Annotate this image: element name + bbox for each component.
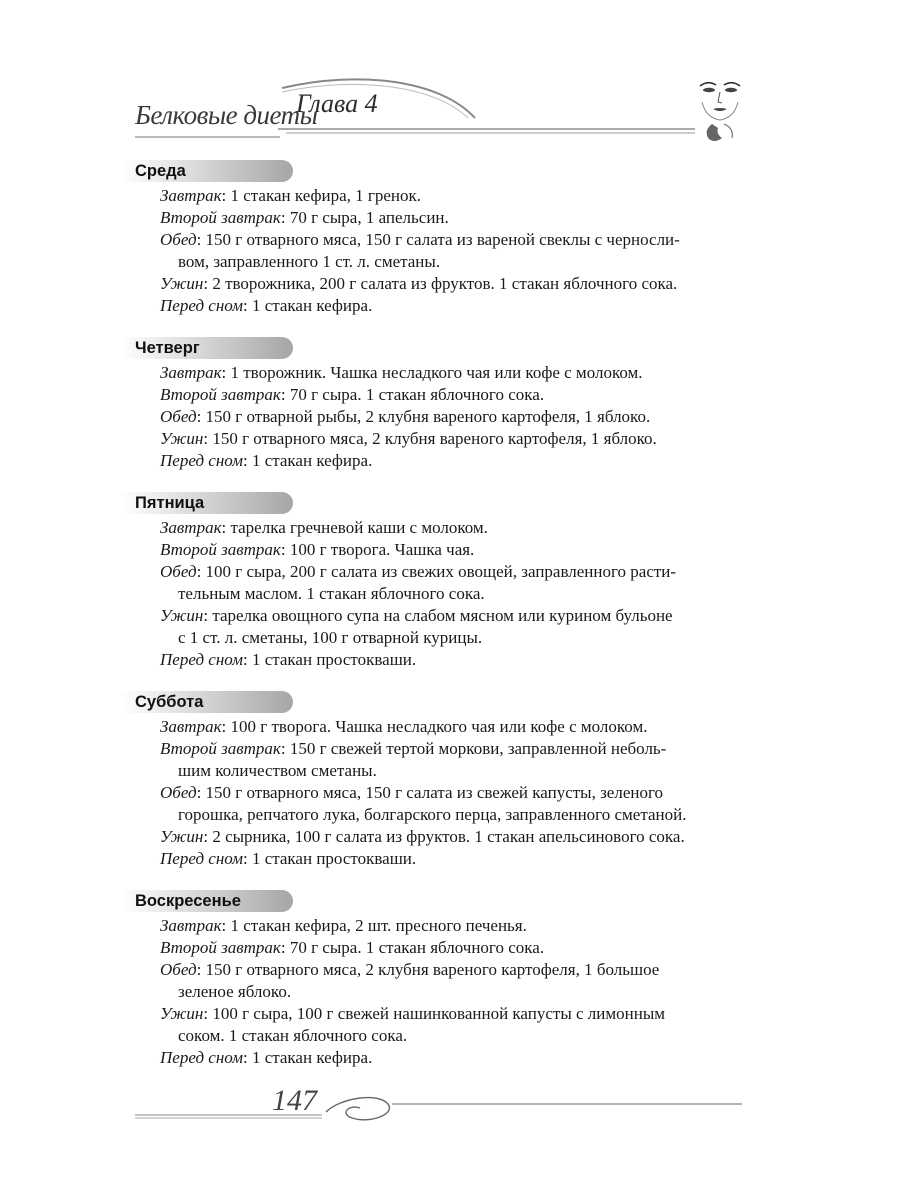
meal-entry	[120, 1003, 740, 1047]
woman-face-icon	[694, 72, 746, 148]
meal-label: Обед	[160, 783, 197, 802]
day-title: Пятница	[120, 492, 293, 514]
page-number: 147	[272, 1084, 317, 1117]
meal-text: : тарелка гречневой каши с молоком.	[221, 518, 488, 537]
meal-label: Второй завтрак	[160, 938, 281, 957]
meal-text: : 150 г отварной рыбы, 2 клубня вареного картофеля, 1 яблоко.	[196, 407, 651, 426]
meal-text: : 150 г отварного мяса, 2 клубня вареного картофеля, 1 яблоко.	[203, 429, 657, 448]
meal-label: Ужин	[160, 606, 204, 625]
day-section	[120, 160, 760, 317]
meal-label: Перед сном	[160, 650, 243, 669]
meal-label: Завтрак	[160, 916, 222, 935]
meal-entry	[120, 229, 740, 273]
meal-label: Ужин	[160, 827, 204, 846]
meal-entry	[120, 826, 740, 848]
meal-text-continued: тельным маслом. 1 стакан яблочного сока.	[178, 584, 485, 603]
meal-text: : 1 стакан кефира.	[242, 296, 373, 315]
meal-text: : 100 г творога. Чашка несладкого чая или кофе с молоком.	[221, 717, 648, 736]
meal-entry	[120, 649, 740, 671]
meal-text-continued: с 1 ст. л. сметаны, 100 г отварной курицы.	[178, 628, 483, 647]
day-title: Суббота	[120, 691, 293, 713]
meal-entry	[120, 738, 740, 782]
page-header	[0, 0, 900, 160]
meal-text-continued: зеленое яблоко.	[178, 982, 292, 1001]
footer-ornament	[0, 1080, 900, 1130]
meal-entry	[120, 406, 740, 428]
meal-text: : 150 г отварного мяса, 150 г салата из свежей капусты, зеленого	[196, 783, 664, 802]
book-title: Белковые диеты	[135, 100, 318, 130]
header-ornament	[0, 0, 900, 160]
meal-text: : 1 стакан простокваши.	[242, 849, 417, 868]
meal-entry	[120, 450, 740, 472]
meal-label: Завтрак	[160, 717, 222, 736]
meal-entry	[120, 362, 740, 384]
meal-entry	[120, 273, 740, 295]
meal-text: : 100 г сыра, 200 г салата из свежих овощей, заправленного расти-	[196, 562, 677, 581]
meal-label: Второй завтрак	[160, 385, 281, 404]
meal-text: : 100 г творога. Чашка чая.	[280, 540, 475, 559]
meal-entry	[120, 185, 740, 207]
meal-label: Обед	[160, 960, 197, 979]
meal-label: Обед	[160, 230, 197, 249]
diet-menu	[120, 160, 760, 1089]
meal-label: Второй завтрак	[160, 208, 281, 227]
day-section	[120, 890, 760, 1069]
meal-label: Ужин	[160, 429, 204, 448]
meal-text: : 1 стакан кефира, 1 гренок.	[221, 186, 421, 205]
meal-text: : 1 стакан кефира.	[242, 451, 373, 470]
meal-label: Завтрак	[160, 518, 222, 537]
meal-entry	[120, 428, 740, 450]
meal-entry	[120, 561, 740, 605]
meal-label: Перед сном	[160, 451, 243, 470]
meal-entry	[120, 959, 740, 1003]
meal-text: : 2 сырника, 100 г салата из фруктов. 1 стакан апельсинового сока.	[203, 827, 685, 846]
meal-text: : 70 г сыра. 1 стакан яблочного сока.	[280, 938, 545, 957]
meal-text: : 1 стакан простокваши.	[242, 650, 417, 669]
meal-text: : тарелка овощного супа на слабом мясном или курином бульоне	[203, 606, 673, 625]
meal-text-continued: горошка, репчатого лука, болгарского перца, заправленного сметаной.	[178, 805, 687, 824]
meal-entry	[120, 384, 740, 406]
meal-label: Обед	[160, 407, 197, 426]
meal-text: : 150 г свежей тертой моркови, заправленной неболь-	[280, 739, 667, 758]
meal-text-continued: соком. 1 стакан яблочного сока.	[178, 1026, 408, 1045]
day-title: Среда	[120, 160, 293, 182]
day-section	[120, 691, 760, 870]
meal-entry	[120, 295, 740, 317]
meal-entry	[120, 915, 740, 937]
meal-text: : 70 г сыра, 1 апельсин.	[280, 208, 449, 227]
meal-label: Перед сном	[160, 296, 243, 315]
meal-text-continued: вом, заправленного 1 ст. л. сметаны.	[178, 252, 441, 271]
meal-entry	[120, 848, 740, 870]
meal-label: Перед сном	[160, 1048, 243, 1067]
meal-text: : 1 стакан кефира, 2 шт. пресного печенья.	[221, 916, 527, 935]
meal-label: Завтрак	[160, 363, 222, 382]
meal-entry	[120, 605, 740, 649]
chapter-title: Глава 4	[296, 89, 378, 118]
day-section	[120, 492, 760, 671]
meal-label: Ужин	[160, 1004, 204, 1023]
day-section	[120, 337, 760, 472]
meal-entry	[120, 207, 740, 229]
meal-text: : 1 стакан кефира.	[242, 1048, 373, 1067]
meal-label: Ужин	[160, 274, 204, 293]
meal-label: Перед сном	[160, 849, 243, 868]
meal-label: Второй завтрак	[160, 739, 281, 758]
meal-entry	[120, 716, 740, 738]
meal-label: Завтрак	[160, 186, 222, 205]
day-title: Воскресенье	[120, 890, 293, 912]
day-title: Четверг	[120, 337, 293, 359]
meal-entry	[120, 782, 740, 826]
meal-text: : 70 г сыра. 1 стакан яблочного сока.	[280, 385, 545, 404]
meal-text: : 2 творожника, 200 г салата из фруктов. 1 стакан яблочного сока.	[203, 274, 678, 293]
meal-entry	[120, 1047, 740, 1069]
meal-text: : 150 г отварного мяса, 2 клубня вареного картофеля, 1 большое	[196, 960, 660, 979]
meal-text: : 100 г сыра, 100 г свежей нашинкованной капусты с лимонным	[203, 1004, 665, 1023]
meal-text: : 1 творожник. Чашка несладкого чая или кофе с молоком.	[221, 363, 643, 382]
meal-label: Второй завтрак	[160, 540, 281, 559]
meal-entry	[120, 937, 740, 959]
meal-text-continued: шим количеством сметаны.	[178, 761, 377, 780]
meal-entry	[120, 539, 740, 561]
meal-entry	[120, 517, 740, 539]
meal-text: : 150 г отварного мяса, 150 г салата из вареной свеклы с черносли-	[196, 230, 680, 249]
meal-label: Обед	[160, 562, 197, 581]
